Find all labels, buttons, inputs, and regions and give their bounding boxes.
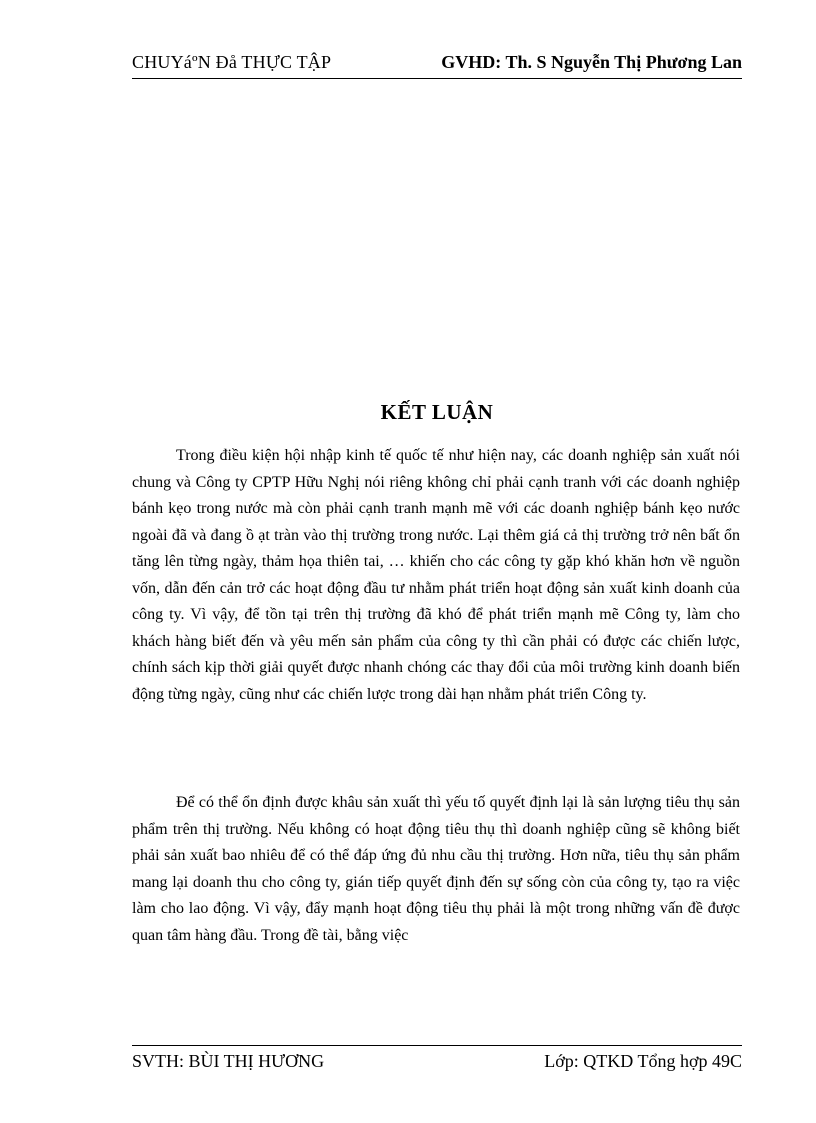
- footer-student: SVTH: BÙI THỊ HƯƠNG: [132, 1051, 325, 1071]
- header-document-type: CHUYáºN Đå THỰC TẬP: [132, 52, 332, 72]
- section-title: KẾT LUẬN: [380, 400, 494, 424]
- page-header: [132, 50, 742, 79]
- footer-class: Lớp: QTKD Tổng hợp 49C: [544, 1051, 742, 1071]
- page-footer: [132, 1045, 742, 1076]
- paragraph-1: Trong điều kiện hội nhập kinh tế quốc tế như hiện nay, các doanh nghiệp sản xuất nói chung và Công ty CPTP Hữu Nghị nói riêng không chỉ phải cạnh tranh với các doanh nghiệp bánh kẹo trong nước mà còn phải cạnh tranh mạnh mẽ với các doanh nghiệp bánh kẹo nước ngoài đã và đang ồ ạt tràn vào thị trường trong nước. Lại thêm giá cả thị trường trở nên bất ổn tăng lên từng ngày, thảm họa thiên tai, … khiến cho các công ty gặp khó khăn hơn về nguồn vốn, dẫn đến cản trở các hoạt động đầu tư nhằm phát triển hoạt động sản xuất kinh doanh của công ty. Vì vậy, để tồn tại trên thị trường đã khó để phát triển mạnh mẽ Công ty, làm cho khách hàng biết đến và yêu mến sản phẩm của công ty thì cần phải có được các chiến lược, chính sách kịp thời giải quyết được nhanh chóng các thay đổi của môi trường kinh doanh biến động từng ngày, cũng như các chiến lược trong dài hạn nhằm phát triển Công ty.: [132, 447, 740, 703]
- paragraph-2: Để có thể ổn định được khâu sản xuất thì yếu tố quyết định lại là sản lượng tiêu thụ sản phẩm trên thị trường. Nếu không có hoạt động tiêu thụ thì doanh nghiệp cũng sẽ không biết phải sản xuất bao nhiêu để có thể đáp ứng đủ nhu cầu thị trường. Hơn nữa, tiêu thụ sản phẩm mang lại doanh thu cho công ty, gián tiếp quyết định đến sự sống còn của công ty, tạo ra việc làm cho lao động. Vì vậy, đẩy mạnh hoạt động tiêu thụ phải là một trong những vấn đề được quan tâm hàng đầu. Trong đề tài, bằng việc: [132, 794, 740, 944]
- header-supervisor: GVHD: Th. S Nguyễn Thị Phương Lan: [441, 52, 742, 72]
